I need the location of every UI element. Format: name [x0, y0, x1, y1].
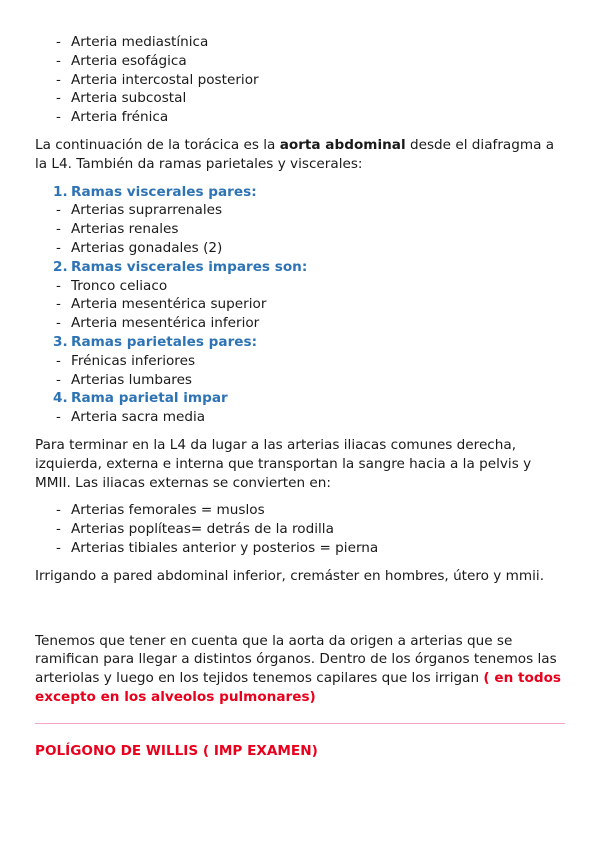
- list-item: - Arteria intercostal posterior: [35, 71, 565, 90]
- list-item: - Arteria mediastínica: [35, 33, 565, 52]
- list-item: - Arterias lumbares: [35, 371, 565, 390]
- group-heading: 3. Ramas parietales pares:: [53, 333, 258, 350]
- group-list: [35, 277, 565, 333]
- final-paragraph: Tenemos que tener en cuenta que la aorta da origen a arterias que se ramifican para llegar a distintos órganos. Dentro de los órganos tenemos las arteriolas y luego en los tejidos tenemos capilares que los irrigan ( en todos excepto en los alveolos pulmonares): [35, 632, 561, 705]
- document-page: [35, 33, 565, 761]
- list-item: - Arteria subcostal: [35, 89, 565, 108]
- list-item: - Arterias femorales = muslos: [35, 501, 565, 520]
- group-list: [35, 352, 565, 390]
- list-item: - Tronco celiaco: [35, 277, 565, 296]
- list-item: - Arterias tibiales anterior y posterios = pierna: [35, 539, 565, 558]
- group-list: [35, 408, 565, 427]
- section-title: POLÍGONO DE WILLIS ( IMP EXAMEN): [35, 742, 318, 759]
- list-item: - Arteria sacra media: [35, 408, 565, 427]
- list-item: - Arteria mesentérica superior: [35, 295, 565, 314]
- iliacas-list: [35, 501, 565, 557]
- top-artery-list: [35, 33, 565, 127]
- list-item: - Frénicas inferiores: [35, 352, 565, 371]
- group-heading: 2. Ramas viscerales impares son:: [53, 258, 308, 275]
- list-item: - Arterias renales: [35, 220, 565, 239]
- irrigando-paragraph: Irrigando a pared abdominal inferior, cremáster en hombres, útero y mmii.: [35, 567, 545, 584]
- group-list: [35, 201, 565, 257]
- list-item: - Arteria mesentérica inferior: [35, 314, 565, 333]
- highlight-note: ( en todos excepto en los alveolos pulmonares): [35, 670, 561, 705]
- branch-groups: [35, 183, 565, 427]
- divider: [35, 723, 565, 724]
- list-item: - Arterias suprarrenales: [35, 201, 565, 220]
- group-heading: 4. Rama parietal impar: [53, 390, 228, 407]
- list-item: - Arterias gonadales (2): [35, 239, 565, 258]
- aorta-abdominal-term: aorta abdominal: [279, 136, 406, 153]
- list-item: - Arteria esofágica: [35, 52, 565, 71]
- list-item: - Arterias poplíteas= detrás de la rodilla: [35, 520, 565, 539]
- group-heading: 1. Ramas viscerales pares:: [53, 183, 257, 200]
- iliacas-paragraph: Para terminar en la L4 da lugar a las arterias iliacas comunes derecha, izquierda, externa e interna que transportan la sangre hacia a la pelvis y MMII. Las iliacas externas se convierten en:: [35, 436, 532, 491]
- list-item: - Arteria frénica: [35, 108, 565, 127]
- intro-paragraph: La continuación de la torácica es la aorta abdominal desde el diafragma a la L4. También da ramas parietales y viscerales:: [35, 136, 555, 172]
